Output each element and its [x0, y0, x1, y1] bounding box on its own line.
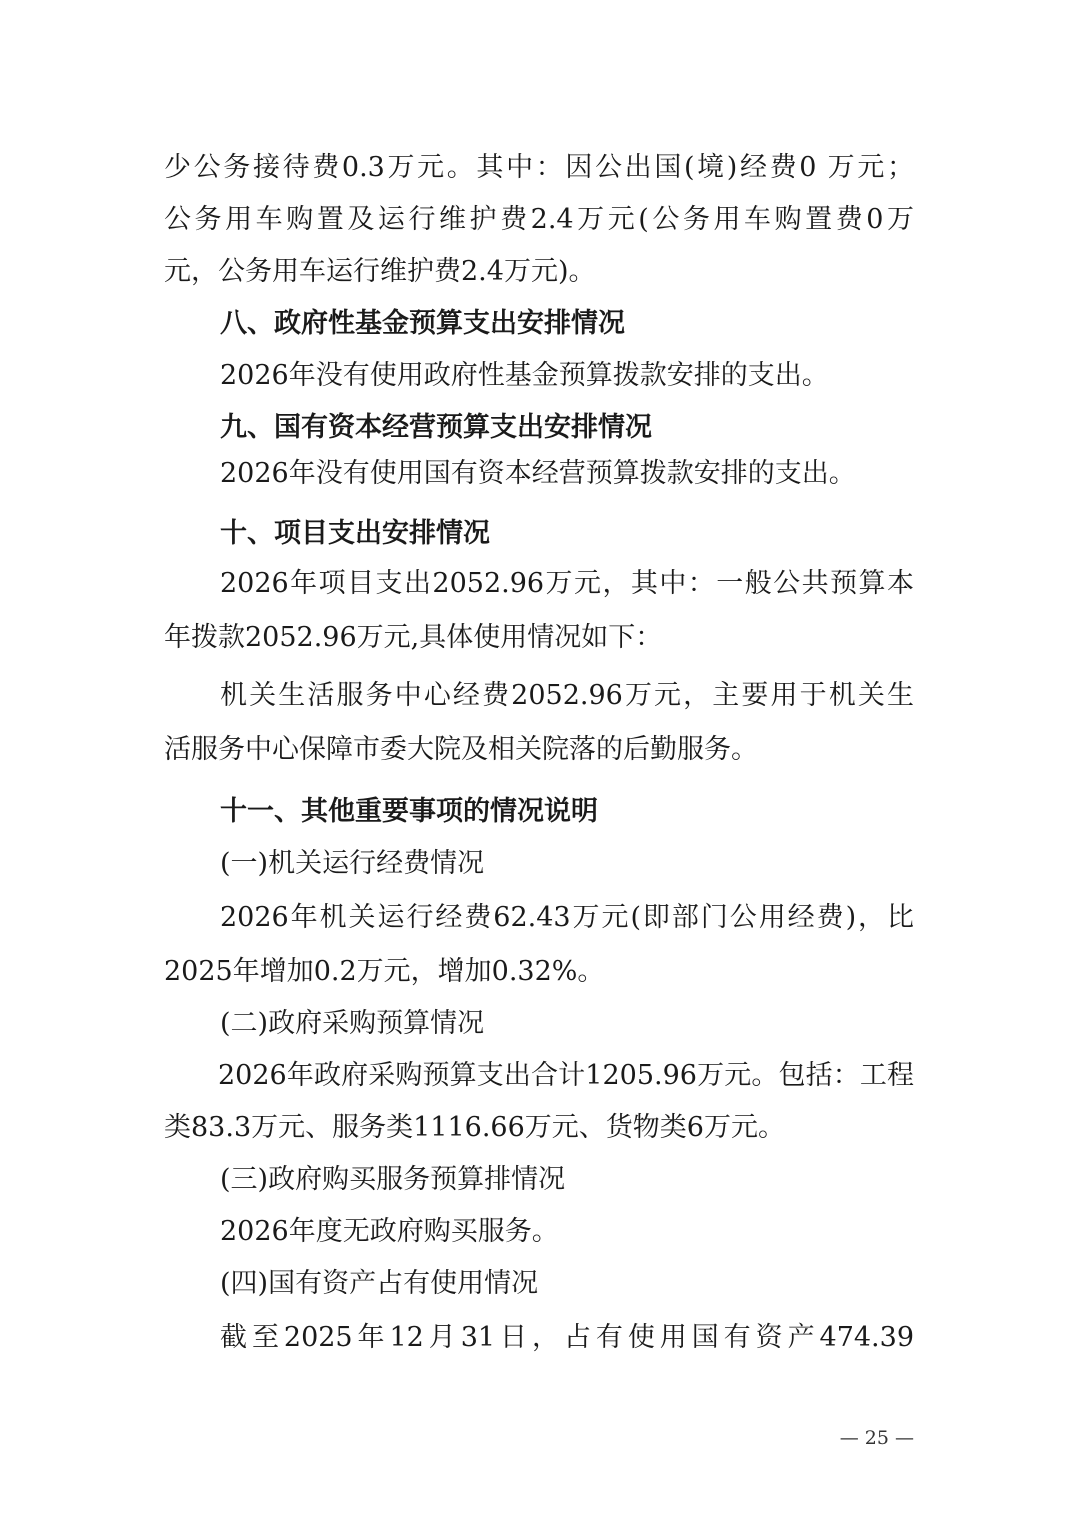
section-heading: 十一、其他重要事项的情况说明 — [220, 796, 598, 827]
section-heading: 十、项目支出安排情况 — [220, 518, 490, 549]
text-line: 2026年机关运行经费62.43万元(即部门公用经费)，比 — [220, 902, 914, 933]
text-line: 公务用车购置及运行维护费2.4万元(公务用车购置费0万 — [164, 204, 914, 235]
subsection-title: (四)国有资产占有使用情况 — [220, 1268, 539, 1299]
text-line: 元，公务用车运行维护费2.4万元)。 — [164, 256, 596, 287]
text-line: 机关生活服务中心经费2052.96万元，主要用于机关生 — [220, 680, 914, 711]
text-line: 少公务接待费0.3万元。其中：因公出国(境)经费0 万元； — [164, 152, 914, 183]
section-heading: 八、政府性基金预算支出安排情况 — [220, 308, 625, 339]
section-heading: 九、国有资本经营预算支出安排情况 — [220, 412, 652, 443]
page-number: — 25 — — [839, 1427, 914, 1449]
text-line: 2026年项目支出2052.96万元，其中：一般公共预算本 — [220, 568, 914, 599]
subsection-title: (一)机关运行经费情况 — [220, 848, 485, 879]
subsection-title: (二)政府采购预算情况 — [220, 1008, 485, 1039]
text-line: 活服务中心保障市委大院及相关院落的后勤服务。 — [164, 734, 758, 765]
text-line: 2026年度无政府购买服务。 — [220, 1216, 559, 1247]
text-line: 2026年政府采购预算支出合计1205.96万元。包括：工程 — [218, 1060, 914, 1091]
text-line: 截至2025年12月31日，占有使用国有资产474.39 — [220, 1322, 914, 1353]
text-line: 年拨款2052.96万元,具体使用情况如下： — [164, 622, 663, 653]
text-line: 2026年没有使用国有资本经营预算拨款安排的支出。 — [220, 458, 856, 489]
text-line: 类83.3万元、服务类1116.66万元、货物类6万元。 — [164, 1112, 785, 1143]
text-line: 2026年没有使用政府性基金预算拨款安排的支出。 — [220, 360, 829, 391]
text-line: 2025年增加0.2万元，增加0.32%。 — [164, 956, 605, 987]
subsection-title: (三)政府购买服务预算排情况 — [220, 1164, 566, 1195]
